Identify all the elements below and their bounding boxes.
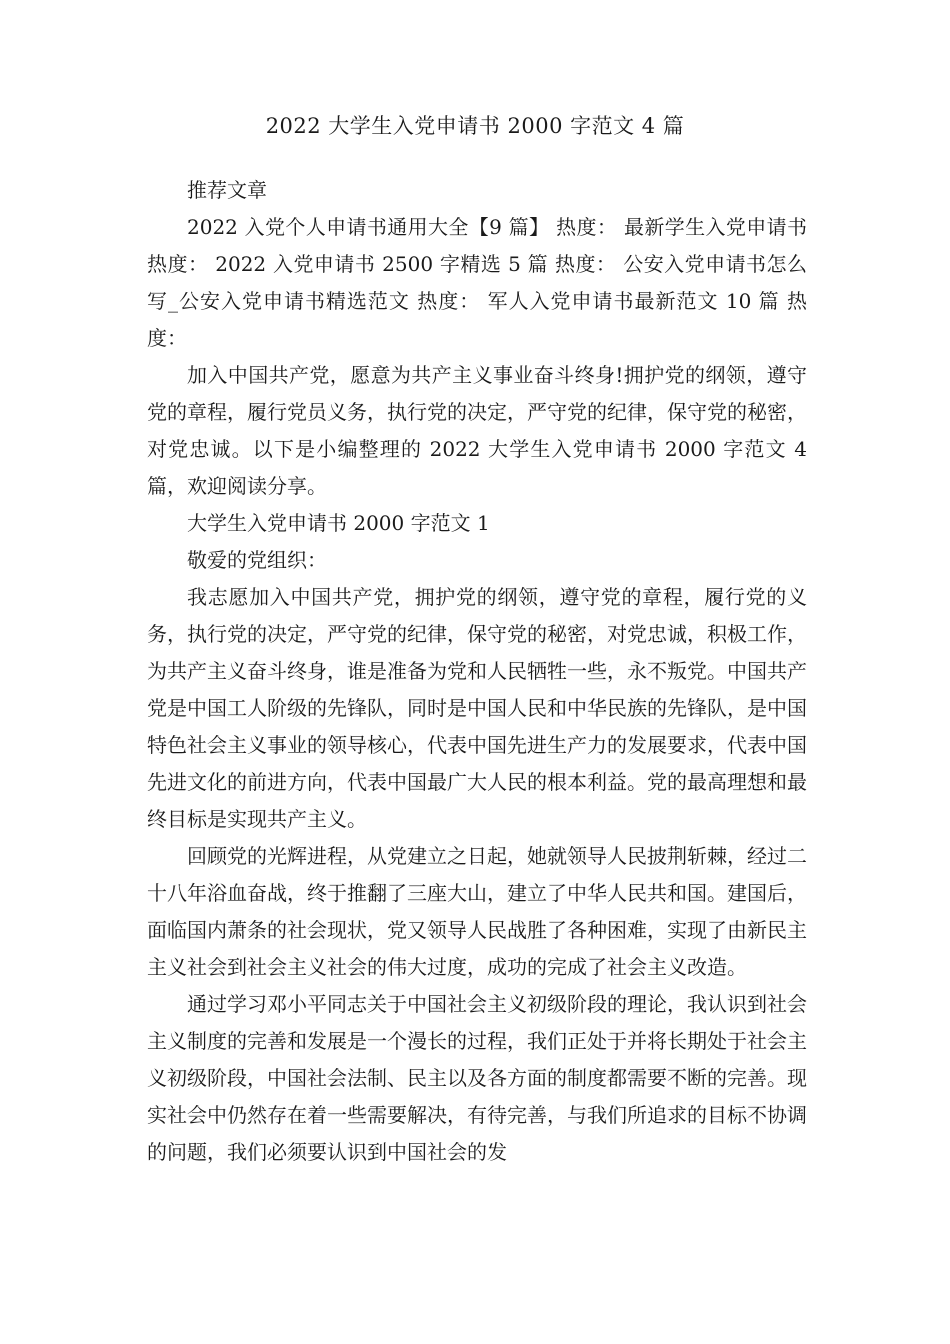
paragraph-recommended-list: 2022 入党个人申请书通用大全【9 篇】 热度： 最新学生入党申请书 热度： 2022 入党申请书 2500 字精选 5 篇 热度： 公安入党申请书怎么写_公安入党申请书精选范文 热度： 军人入党申请书最新范文 10 篇 热度： [147, 215, 807, 350]
paragraph-recommended-heading: 推荐文章 [187, 178, 267, 202]
paragraph-section-heading: 大学生入党申请书 2000 字范文 1 [187, 511, 490, 535]
paragraph-intro: 加入中国共产党，愿意为共产主义事业奋斗终身!拥护党的纲领，遵守党的章程，履行党员义务，执行党的决定，严守党的纪律，保守党的秘密，对党忠诚。以下是小编整理的 2022 大学生入党申请书 2000 字范文 4 篇，欢迎阅读分享。 [147, 363, 807, 498]
document-body [147, 172, 807, 1171]
paragraph-body-1: 我志愿加入中国共产党，拥护党的纲领，遵守党的章程，履行党的义务，执行党的决定，严守党的纪律，保守党的秘密，对党忠诚，积极工作，为共产主义奋斗终身，谁是准备为党和人民牺牲一些，永不叛党。中国共产党是中国工人阶级的先锋队，同时是中国人民和中华民族的先锋队，是中国特色社会主义事业的领导核心，代表中国先进生产力的发展要求，代表中国先进文化的前进方向，代表中国最广大人民的根本利益。党的最高理想和最终目标是实现共产主义。 [147, 585, 807, 831]
paragraph-salutation: 敬爱的党组织： [187, 548, 327, 572]
paragraph-body-2: 回顾党的光辉进程，从党建立之日起，她就领导人民披荆斩棘，经过二十八年浴血奋战，终于推翻了三座大山，建立了中华人民共和国。建国后，面临国内萧条的社会现状，党又领导人民战胜了各种困难，实现了由新民主主义社会到社会主义社会的伟大过度，成功的完成了社会主义改造。 [147, 844, 807, 979]
paragraph-body-3: 通过学习邓小平同志关于中国社会主义初级阶段的理论，我认识到社会主义制度的完善和发展是一个漫长的过程，我们正处于并将长期处于社会主义初级阶段，中国社会法制、民主以及各方面的制度都需要不断的完善。现实社会中仍然存在着一些需要解决，有待完善，与我们所追求的目标不协调的问题，我们必须要认识到中国社会的发 [147, 992, 807, 1164]
document-title: 2022 大学生入党申请书 2000 字范文 4 篇 [265, 114, 685, 138]
